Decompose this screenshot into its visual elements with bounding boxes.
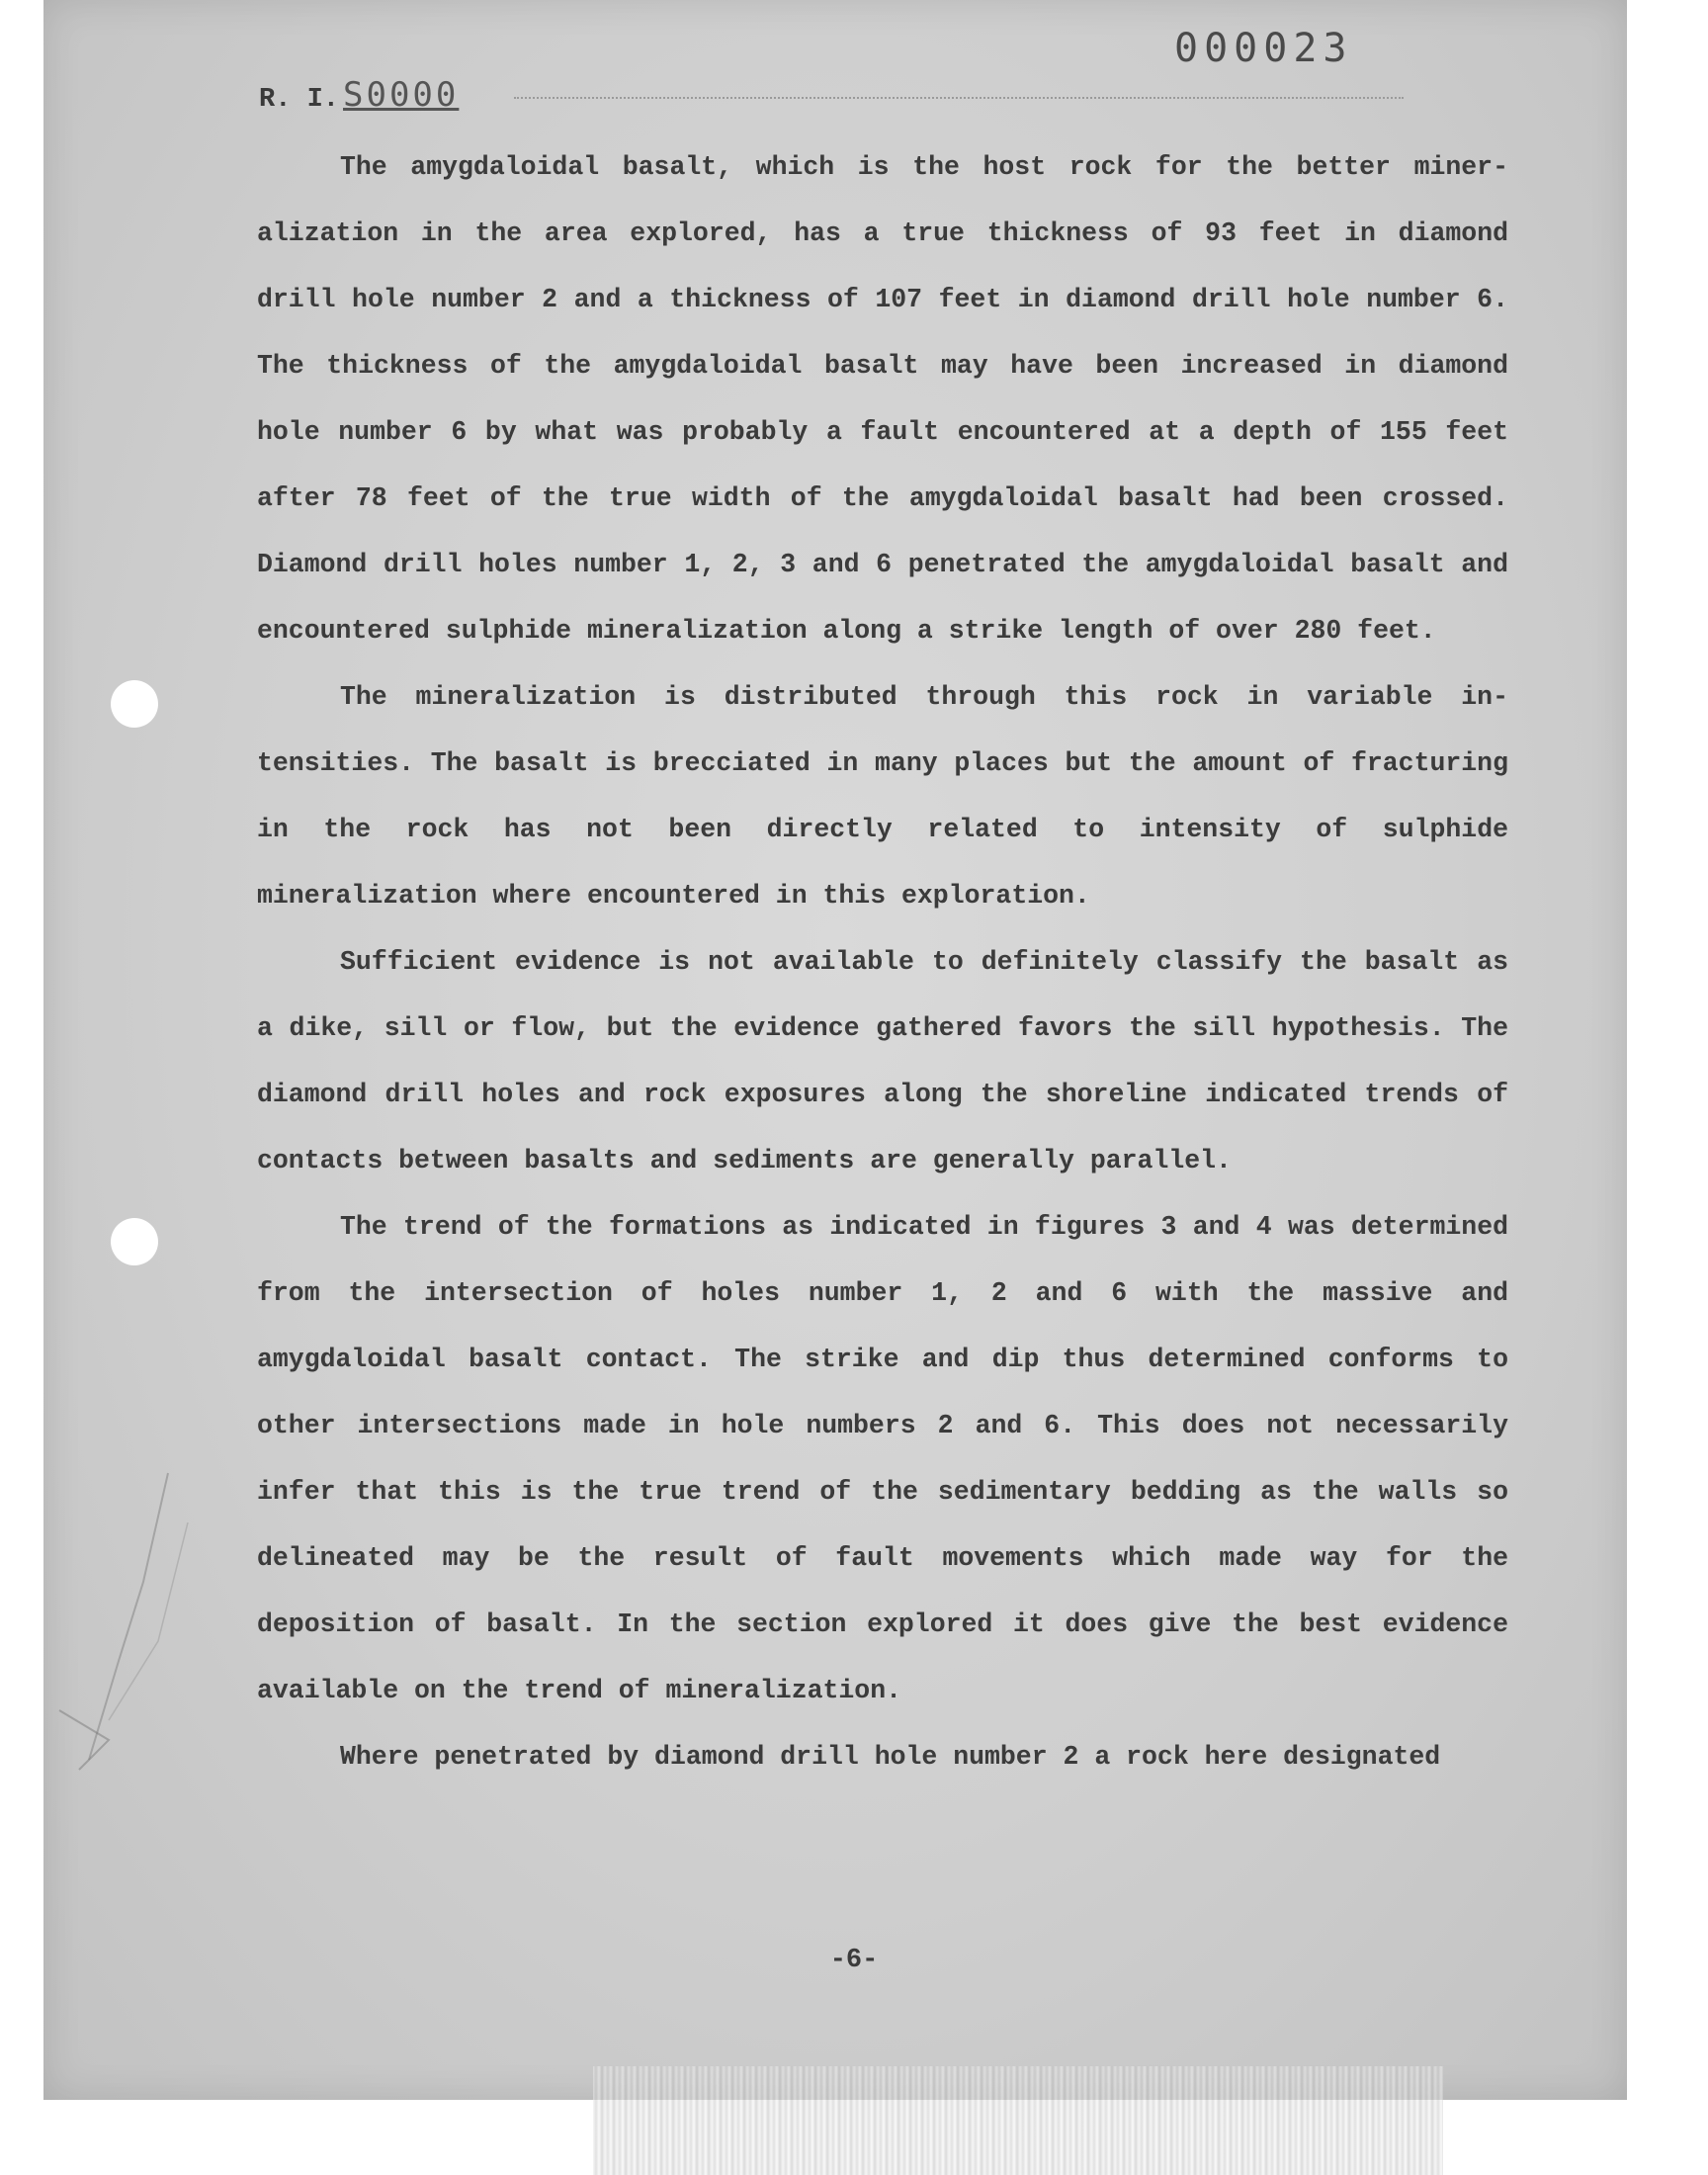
paragraph: The mineralization is distributed through this rock in variable intensities. The basalt is brecciated in many places but the amount of fracturing in the rock has not been directly related to intensity of sulphide mineralization where encountered in this exploration.	[257, 682, 1508, 911]
document-number: 000023	[1174, 26, 1353, 71]
punch-hole-bottom	[111, 1218, 158, 1265]
paragraph: Where penetrated by diamond drill hole number 2 a rock here designated	[340, 1742, 1441, 1772]
document-body	[257, 134, 1508, 1790]
margin-pencil-marks	[49, 1463, 198, 1780]
punch-hole-top	[111, 680, 158, 728]
reference-label: R. I.	[259, 85, 340, 115]
paragraph: The amygdaloidal basalt, which is the host rock for the better mineralization in the area explored, has a true thickness of 93 feet in diamond drill hole number 2 and a thickness of 107 feet in diamond drill hole number 6. The thickness of the amygdaloidal basalt may have been increased in diamond hole number 6 by what was probably a fault encountered at a depth of 155 feet after 78 feet of the true width of the amygdaloidal basalt had been crossed. Diamond drill holes number 1, 2, 3 and 6 penetrated the amygdaloidal basalt and encountered sulphide mineralization along a strike length of over 280 feet.	[257, 152, 1508, 646]
page-number: -6-	[829, 1946, 879, 1975]
scan-artifact	[593, 2066, 1443, 2175]
reference-line	[259, 75, 459, 115]
paragraph: The trend of the formations as indicated in figures 3 and 4 was determined from the intersection of holes number 1, 2 and 6 with the massive and amygdaloidal basalt contact. The strike and dip thus determined conforms to other intersections made in hole numbers 2 and 6. This does not necessarily infer that this is the true trend of the sedimentary bedding as the walls so delineated may be the result of fault movements which made way for the deposition of basalt. In the section explored it does give the best evidence available on the trend of mineralization.	[257, 1212, 1508, 1705]
reference-value: S0000	[343, 75, 460, 115]
paragraph: Sufficient evidence is not available to definitely classify the basalt as a dike, sill or flow, but the evidence gathered favors the sill hypothesis. The diamond drill holes and rock exposures along the shoreline indicated trends of contacts between basalts and sediments are generally parallel.	[257, 947, 1508, 1175]
reference-dotted-rule	[514, 97, 1404, 99]
